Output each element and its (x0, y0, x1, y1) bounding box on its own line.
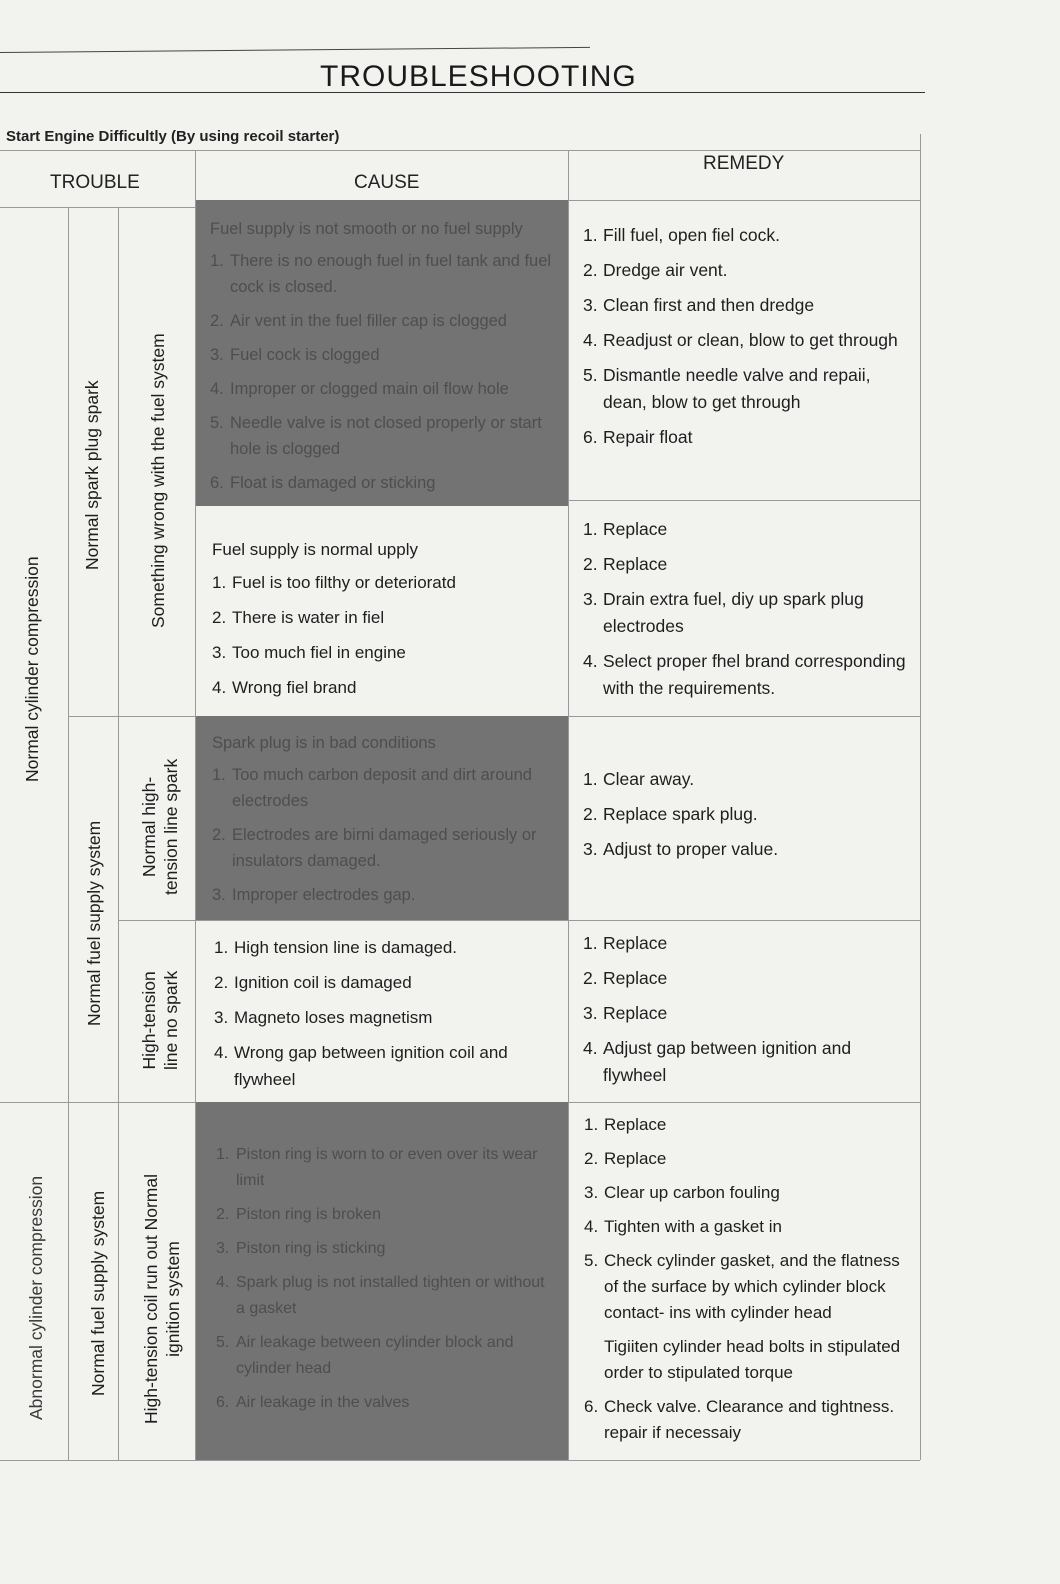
list-item: 1. High tension line is damaged. (214, 938, 458, 957)
list-item: 4. Spark plug is not installed tighten or without a gasket (216, 1274, 545, 1317)
list-item: 3. Improper electrodes gap. (212, 886, 416, 904)
list-item: 3. Clean first and then dredge (583, 295, 815, 315)
cause-header: CAUSE (354, 172, 420, 193)
remedy-header: REMEDY (703, 153, 785, 174)
trouble-ht-coil-line1: High-tension coil run out Normal (141, 1174, 161, 1424)
list-item: 4. Improper or clogged main oil flow hole (210, 380, 509, 398)
list-item: 2. Dredge air vent. (583, 260, 728, 280)
remedy-list-4 (583, 930, 913, 1089)
trouble-normal-fuel-1: Normal fuel supply system (84, 820, 104, 1026)
list-item: 1. Replace (583, 933, 668, 953)
table-bottom-line (0, 1460, 920, 1461)
list-item: 3. Drain extra fuel, diy up spark plug electrodes (583, 589, 864, 636)
list-item: 1. Fuel is too filthy or deterioratd (212, 573, 456, 592)
trouble-normal-compression: Normal cylinder compression (22, 556, 42, 782)
list-item: 3. Magneto loses magnetism (214, 1008, 433, 1027)
list-item: 4. Tighten with a gasket in (584, 1217, 782, 1236)
trouble-abnormal-compression: Abnormal cylinder compression (26, 1175, 46, 1420)
trouble-col-line-2 (118, 207, 119, 1460)
list-item: 3. Fuel cock is clogged (210, 346, 380, 364)
list-item: 1. Too much carbon deposit and dirt around electrodes (212, 766, 532, 810)
remedy-left-line (568, 150, 569, 1460)
list-item: Tigiiten cylinder head bolts in stipulated order to stipulated torque (604, 1337, 901, 1382)
list-item: 1. Piston ring is worn to or even over its wear limit (216, 1146, 538, 1189)
list-item: 2. Replace (584, 1149, 667, 1168)
list-item: 2. Replace (583, 554, 668, 574)
remedy-list-2 (583, 516, 913, 702)
list-item: 4. Adjust gap between ignition and flywheel (583, 1038, 852, 1085)
list-item: 5. Needle valve is not closed properly or start hole is clogged (210, 414, 542, 458)
list-item: 5. Air leakage between cylinder block and cylinder head (216, 1334, 514, 1377)
trouble-ht-line-spark-line1: Normal high- (139, 776, 159, 877)
list-item: 5. Check cylinder gasket, and the flatness of the surface by which cylinder block contact- ins with cylinder head (584, 1251, 900, 1322)
list-item: 6. Check valve. Clearance and tightness. repair if necessaiy (584, 1397, 895, 1442)
row-line-1 (568, 500, 920, 501)
list-item: 2. There is water in fiel (212, 608, 385, 627)
cause-list-1 (210, 216, 555, 496)
cause-list-4 (214, 934, 559, 1093)
list-item: 1. Clear away. (583, 769, 695, 789)
cause-heading: Fuel supply is not smooth or no fuel supply (210, 220, 523, 238)
cause-list-5 (216, 1142, 556, 1416)
trouble-fuel-system-wrong: Something wrong with the fuel system (148, 333, 168, 628)
list-item: 1. Replace (583, 519, 668, 539)
list-item: 2. Replace (583, 968, 668, 988)
trouble-normal-fuel-2: Normal fuel supply system (88, 1190, 108, 1396)
cause-list-3 (212, 730, 557, 908)
top-rule (0, 47, 590, 53)
list-item: 1. Fill fuel, open fiel cock. (583, 225, 781, 245)
remedy-list-3 (583, 766, 913, 863)
trouble-ht-no-spark (138, 971, 182, 1070)
list-item: 4. Wrong gap between ignition coil and flywheel (214, 1043, 508, 1089)
table-right-line (920, 134, 921, 1460)
row-line-3 (118, 920, 920, 921)
cause-heading: Spark plug is in bad conditions (212, 734, 436, 752)
remedy-list-1 (583, 222, 913, 451)
trouble-normal-spark: Normal spark plug spark (82, 380, 102, 570)
list-item: 1. Replace (584, 1115, 667, 1134)
list-item: 2. Ignition coil is damaged (214, 973, 412, 992)
section-subtitle: Start Engine Difficultly (By using recoil starter) (6, 128, 340, 145)
list-item: 6. Repair float (583, 427, 693, 447)
list-item: 3. Adjust to proper value. (583, 839, 779, 859)
list-item: 3. Replace (583, 1003, 668, 1023)
trouble-header: TROUBLE (50, 172, 140, 193)
list-item: 6. Float is damaged or sticking (210, 474, 436, 492)
page-title: TROUBLESHOOTING (320, 60, 637, 93)
list-item: 1. There is no enough fuel in fuel tank and fuel cock is closed. (210, 252, 552, 296)
list-item: 5. Dismantle needle valve and repaii, dean, blow to get through (583, 365, 871, 412)
list-item: 3. Too much fiel in engine (212, 643, 406, 662)
table-top-line (0, 150, 920, 151)
list-item: 2. Replace spark plug. (583, 804, 758, 824)
list-item: 2. Piston ring is broken (216, 1206, 381, 1223)
trouble-ht-line-spark-line2: tension line spark (161, 758, 181, 895)
trouble-header-line (0, 207, 195, 208)
trouble-ht-no-spark-line1: High-tension (139, 971, 159, 1070)
list-item: 4. Readjust or clean, blow to get through (583, 330, 898, 350)
trouble-col-line-1 (68, 207, 69, 1460)
cause-list-2 (212, 536, 562, 701)
cause-heading: Fuel supply is normal upply (212, 540, 418, 559)
list-item: 2. Air vent in the fuel filler cap is clogged (210, 312, 507, 330)
list-item: 3. Piston ring is sticking (216, 1240, 386, 1257)
trouble-ht-line-spark (138, 759, 182, 895)
list-item: 4. Select proper fhel brand corresponding with the requirements. (583, 651, 906, 698)
list-item: 2. Electrodes are birni damaged seriously or insulators damaged. (212, 826, 537, 870)
list-item: 3. Clear up carbon fouling (584, 1183, 780, 1202)
list-item: 6. Air leakage in the valves (216, 1394, 410, 1411)
trouble-ht-coil-line2: ignition system (163, 1241, 183, 1357)
list-item: 4. Wrong fiel brand (212, 678, 357, 697)
title-rule (0, 92, 925, 93)
remedy-list-5 (584, 1112, 914, 1446)
trouble-ht-coil (140, 1174, 184, 1424)
trouble-ht-no-spark-line2: line no spark (161, 970, 181, 1070)
